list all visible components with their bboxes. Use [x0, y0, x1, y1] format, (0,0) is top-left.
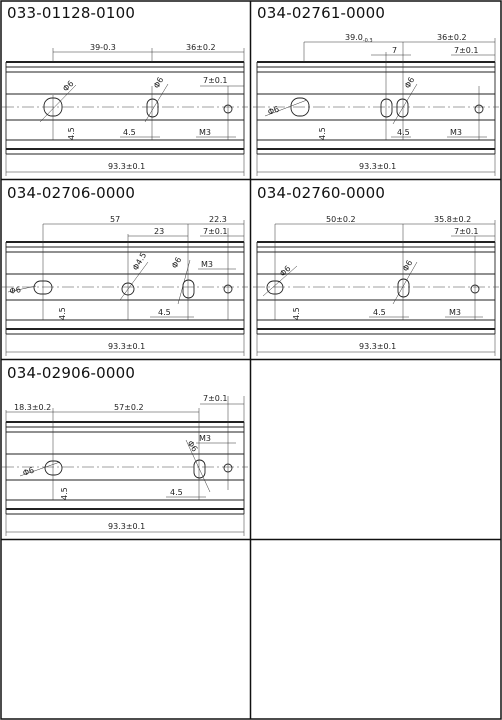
- dim-label: M3: [199, 434, 211, 443]
- drawing-panel: [251, 180, 501, 360]
- dim-label: Φ6: [151, 75, 166, 90]
- part-number: 034-02906-0000: [7, 364, 136, 382]
- dim-label: 4.5: [292, 307, 301, 320]
- dim-label: 93.3±0.1: [359, 342, 397, 351]
- dim-label: Φ6: [21, 465, 36, 478]
- dim-label: 36±0.2: [437, 33, 467, 42]
- drawing-panel: [0, 0, 250, 180]
- dim-label: 23: [154, 227, 165, 236]
- dim-label: 4.5: [373, 308, 386, 317]
- technical-drawing: [0, 360, 250, 540]
- part-number: 034-02760-0000: [257, 184, 386, 202]
- dim-label: 36±0.2: [186, 43, 216, 52]
- dim-label: 4.5: [397, 128, 410, 137]
- dim-label: $39.0_{-0.3}$: [345, 33, 373, 44]
- empty-panel: [251, 360, 501, 540]
- dim-label: 22.3: [209, 215, 227, 224]
- dim-label: M3: [449, 308, 461, 317]
- dim-label: 4.5: [67, 127, 76, 140]
- dim-label: 4.5: [318, 127, 327, 140]
- dim-label: 39-0.3: [90, 43, 116, 52]
- dim-label: 7±0.1: [203, 394, 228, 403]
- drawing-panel: [0, 360, 250, 540]
- dim-label: Φ6: [8, 285, 22, 296]
- dim-label: Φ6: [185, 438, 200, 454]
- technical-drawing: [251, 0, 501, 180]
- technical-drawing: [0, 180, 250, 360]
- technical-drawing: [251, 180, 501, 360]
- dim-label: 4.5: [60, 487, 69, 500]
- dim-label: 7±0.1: [454, 46, 479, 55]
- dim-label: 4.5: [58, 307, 67, 320]
- dim-label: 7: [392, 46, 398, 55]
- empty-panel: [0, 540, 250, 720]
- dim-label: Φ6: [400, 258, 415, 273]
- technical-drawing: [0, 0, 250, 180]
- dim-label: Φ6: [402, 75, 417, 90]
- dim-label: 57±0.2: [114, 403, 144, 412]
- dim-label: 35.8±0.2: [434, 215, 472, 224]
- dim-label: 18.3±0.2: [14, 403, 52, 412]
- dim-label: M3: [199, 128, 211, 137]
- dim-label: Φ6: [61, 78, 76, 94]
- dim-label: M3: [201, 260, 213, 269]
- dim-label: 4.5: [158, 308, 171, 317]
- dim-label: 93.3±0.1: [108, 162, 146, 171]
- dim-label: 4.5: [170, 488, 183, 497]
- dim-label: 4.5: [123, 128, 136, 137]
- dim-label: 57: [110, 215, 121, 224]
- dim-label: 7±0.1: [203, 76, 228, 85]
- drawing-panel: [0, 180, 250, 360]
- dim-label: 93.3±0.1: [359, 162, 397, 171]
- dim-label: M3: [450, 128, 462, 137]
- drawing-panel: [251, 0, 501, 180]
- dim-label: 93.3±0.1: [108, 522, 146, 531]
- part-number: 034-02706-0000: [7, 184, 136, 202]
- part-number: 034-02761-0000: [257, 4, 386, 22]
- empty-panel: [251, 540, 501, 720]
- dim-label: Φ6: [278, 263, 293, 279]
- dim-label: 7±0.1: [203, 227, 228, 236]
- part-number: 033-01128-0100: [7, 4, 136, 22]
- dim-label: Φ6: [169, 255, 184, 270]
- dim-label: Φ4.5: [130, 251, 149, 272]
- dim-label: Φ6: [266, 104, 281, 117]
- dim-label: 7±0.1: [454, 227, 479, 236]
- dim-label: 50±0.2: [326, 215, 356, 224]
- dim-label: 93.3±0.1: [108, 342, 146, 351]
